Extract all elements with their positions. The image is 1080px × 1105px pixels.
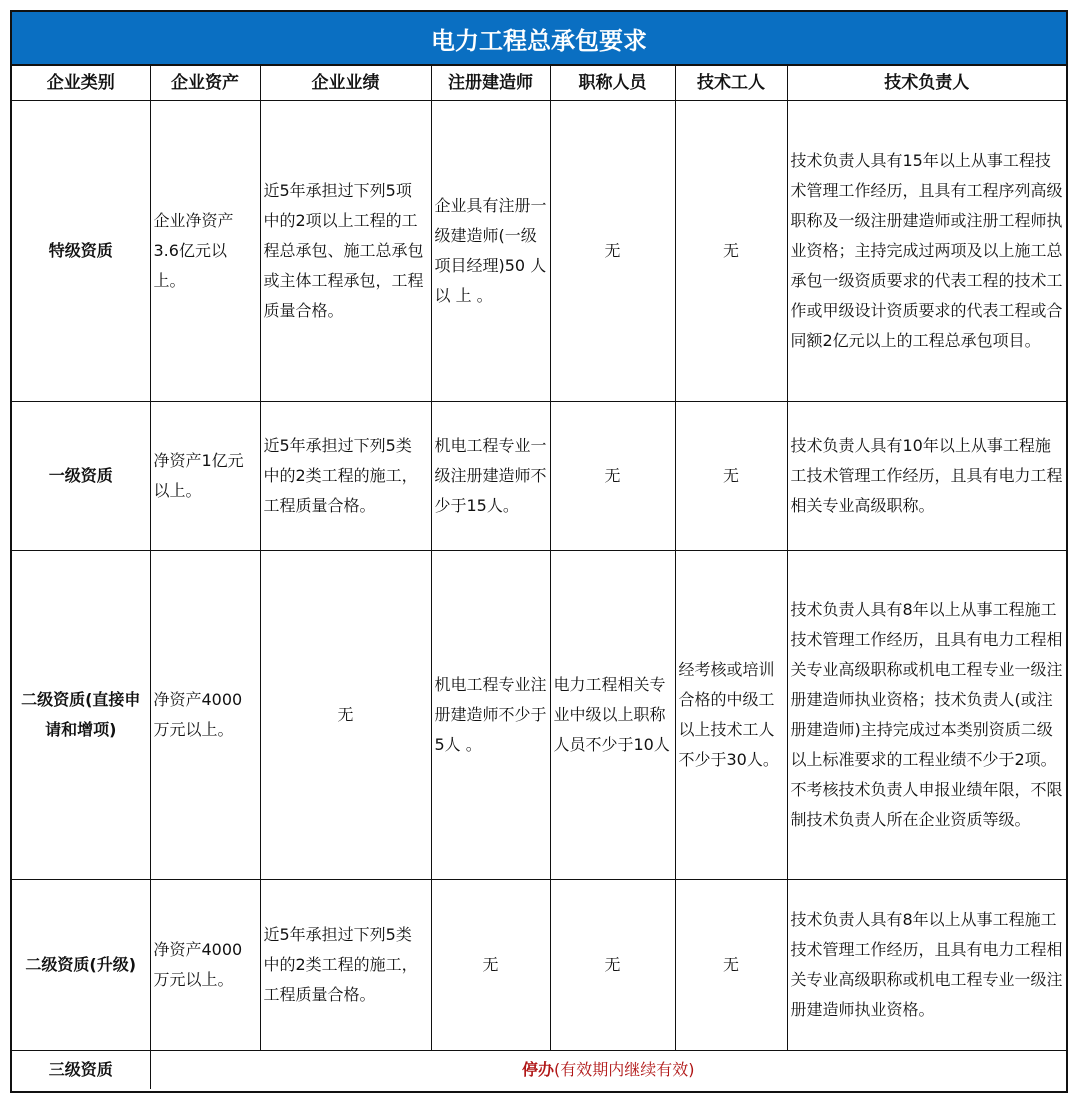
- table-row: [12, 1051, 1066, 1090]
- table-row: [12, 880, 1066, 1051]
- cell-workers: 经考核或培训合格的中级工以上技术工人不少于30人。: [675, 551, 787, 880]
- cell-category: 三级资质: [12, 1051, 150, 1090]
- cell-assets: 净资产4000万元以上。: [150, 880, 260, 1051]
- suspended-label: 停办: [521, 1060, 554, 1079]
- header-row: [12, 66, 1066, 101]
- cell-workers: 无: [675, 880, 787, 1051]
- header-workers: 技术工人: [675, 66, 787, 101]
- cell-tech-lead: 技术负责人具有15年以上从事工程技术管理工作经历，且具有工程序列高级职称及一级注册建造师或注册工程师执业资格；主持完成过两项及以上施工总承包一级资质要求的代表工程的技术工作或甲级设计资质要求的代表工程或合同额2亿元以上的工程总承包项目。: [787, 101, 1066, 402]
- cell-workers: 无: [675, 101, 787, 402]
- cell-workers: 无: [675, 402, 787, 551]
- header-assets: 企业资产: [150, 66, 260, 101]
- cell-titled-staff: 电力工程相关专业中级以上职称人员不少于10人: [550, 551, 675, 880]
- header-tech-lead: 技术负责人: [787, 66, 1066, 101]
- header-performance: 企业业绩: [260, 66, 431, 101]
- header-titled-staff: 职称人员: [550, 66, 675, 101]
- header-builders: 注册建造师: [431, 66, 550, 101]
- cell-assets: 净资产1亿元以上。: [150, 402, 260, 551]
- cell-assets: 企业净资产3.6亿元以上。: [150, 101, 260, 402]
- cell-builders: 机电工程专业一级注册建造师不少于15人。: [431, 402, 550, 551]
- cell-tech-lead: 技术负责人具有10年以上从事工程施工技术管理工作经历，且具有电力工程相关专业高级职称。: [787, 402, 1066, 551]
- cell-performance: 近5年承担过下列5类中的2类工程的施工，工程质量合格。: [260, 402, 431, 551]
- cell-titled-staff: 无: [550, 101, 675, 402]
- table-row: [12, 551, 1066, 880]
- cell-category: 二级资质(直接申请和增项): [12, 551, 150, 880]
- requirements-table-frame: [10, 10, 1068, 1093]
- table-row: [12, 402, 1066, 551]
- cell-tech-lead: 技术负责人具有8年以上从事工程施工技术管理工作经历，且具有电力工程相关专业高级职称或机电工程专业一级注册建造师执业资格；技术负责人(或注册建造师)主持完成过本类别资质二级以上标准要求的工程业绩不少于2项。不考核技术负责人申报业绩年限，不限制技术负责人所在企业资质等级。: [787, 551, 1066, 880]
- cell-builders: 企业具有注册一级建造师(一级项目经理)50 人 以 上 。: [431, 101, 550, 402]
- cell-tech-lead: 技术负责人具有8年以上从事工程施工技术管理工作经历，且具有电力工程相关专业高级职称或机电工程专业一级注册建造师执业资格。: [787, 880, 1066, 1051]
- cell-titled-staff: 无: [550, 402, 675, 551]
- cell-performance: 近5年承担过下列5类中的2类工程的施工，工程质量合格。: [260, 880, 431, 1051]
- header-category: 企业类别: [12, 66, 150, 101]
- table-title: 电力工程总承包要求: [12, 12, 1066, 66]
- cell-category: 一级资质: [12, 402, 150, 551]
- validity-note: (有效期内继续有效): [554, 1060, 695, 1079]
- cell-builders: 机电工程专业注册建造师不少于5人 。: [431, 551, 550, 880]
- cell-assets: 净资产4000万元以上。: [150, 551, 260, 880]
- cell-performance: 无: [260, 551, 431, 880]
- cell-category: 二级资质(升级): [12, 880, 150, 1051]
- cell-builders: 无: [431, 880, 550, 1051]
- cell-suspended-note: [150, 1051, 1066, 1090]
- cell-titled-staff: 无: [550, 880, 675, 1051]
- table-row: [12, 101, 1066, 402]
- cell-performance: 近5年承担过下列5项中的2项以上工程的工程总承包、施工总承包或主体工程承包，工程质量合格。: [260, 101, 431, 402]
- requirements-table: [12, 66, 1066, 1089]
- cell-category: 特级资质: [12, 101, 150, 402]
